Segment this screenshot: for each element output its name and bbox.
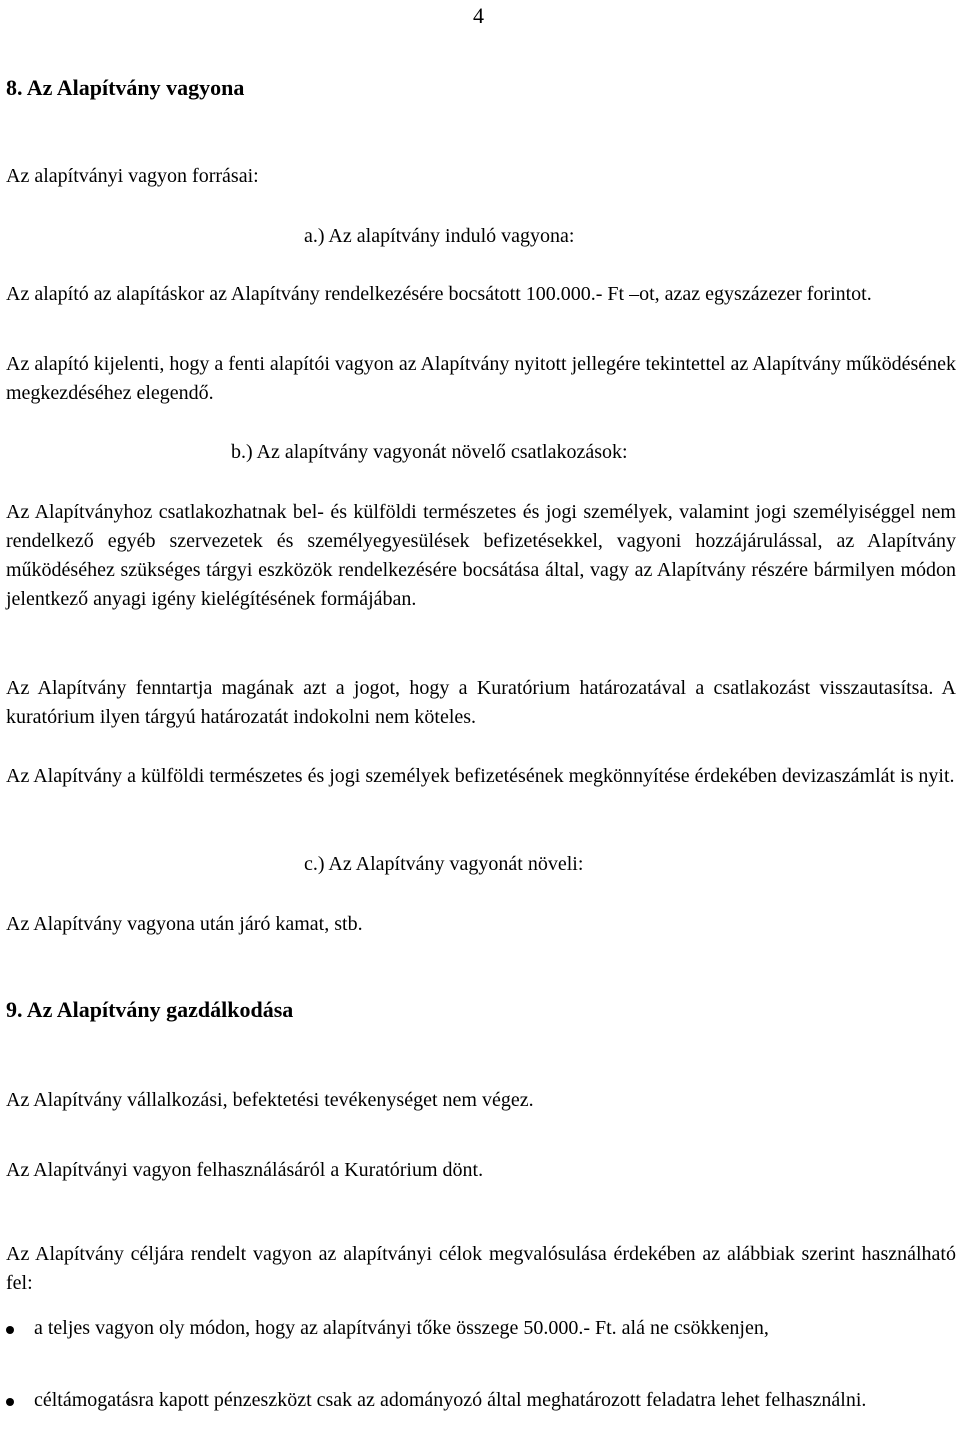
sources-intro: Az alapítványi vagyon forrásai: — [6, 165, 259, 187]
list-item-text: céltámogatásra kapott pénzeszközt csak az adományozó által meghatározott feladatra lehet felhasználni. — [34, 1389, 867, 1411]
section-9-paragraph-2: Az Alapítványi vagyon felhasználásáról a Kuratórium dönt. — [6, 1159, 484, 1181]
subsection-a-paragraph-2: Az alapító kijelenti, hogy a fenti alapítói vagyon az Alapítvány nyitott jellegére tekintettel az Alapítvány működésének megkezdéséhez elegendő. — [6, 353, 956, 404]
section-9-heading: 9. Az Alapítvány gazdálkodása — [6, 997, 294, 1022]
subsection-b-paragraph-2: Az Alapítvány fenntartja magának azt a jogot, hogy a Kuratórium határozatával a csatlakozást visszautasítsa. A kuratórium ilyen tárgyú határozatát indokolni nem köteles. — [6, 677, 956, 728]
subsection-c-paragraph-1: Az Alapítvány vagyona után járó kamat, stb. — [6, 913, 363, 935]
subsection-c-title: c.) Az Alapítvány vagyonát növeli: — [304, 853, 584, 875]
section-8-heading: 8. Az Alapítvány vagyona — [6, 75, 245, 100]
bullet-icon — [6, 1398, 14, 1406]
subsection-b-paragraph-1: Az Alapítványhoz csatlakozhatnak bel- és külföldi természetes és jogi személyek, valamint jogi személyiséggel nem rendelkező egyéb szervezetek és személyegyesülések befizetésekkel, vagyoni hozzájárulással, az Alapítvány működéséhez szükséges tárgyi eszközök rendelkezésére bocsátása által, vagy az Alapítvány részére bármilyen módon jelentkező anyagi igény kielégítésének formájában. — [6, 501, 956, 610]
subsection-a-paragraph-1: Az alapító az alapításkor az Alapítvány rendelkezésére bocsátott 100.000.- Ft –ot, azaz egyszázezer forintot. — [6, 283, 872, 305]
list-item-text: a teljes vagyon oly módon, hogy az alapítványi tőke összege 50.000.- Ft. alá ne csökkenjen, — [34, 1317, 769, 1339]
subsection-a-title: a.) Az alapítvány induló vagyona: — [304, 225, 575, 247]
document-page — [6, 0, 956, 1440]
section-9-paragraph-1: Az Alapítvány vállalkozási, befektetési tevékenységet nem végez. — [6, 1089, 534, 1111]
page-number: 4 — [473, 3, 484, 28]
subsection-b-paragraph-3: Az Alapítvány a külföldi természetes és jogi személyek befizetésének megkönnyítése érdekében devizaszámlát is nyit. — [6, 765, 955, 787]
bullet-icon — [6, 1326, 14, 1334]
section-9-paragraph-3: Az Alapítvány céljára rendelt vagyon az alapítványi célok megvalósulása érdekében az alábbiak szerint használható fel: — [6, 1243, 956, 1294]
subsection-b-title: b.) Az alapítvány vagyonát növelő csatlakozások: — [231, 441, 628, 463]
